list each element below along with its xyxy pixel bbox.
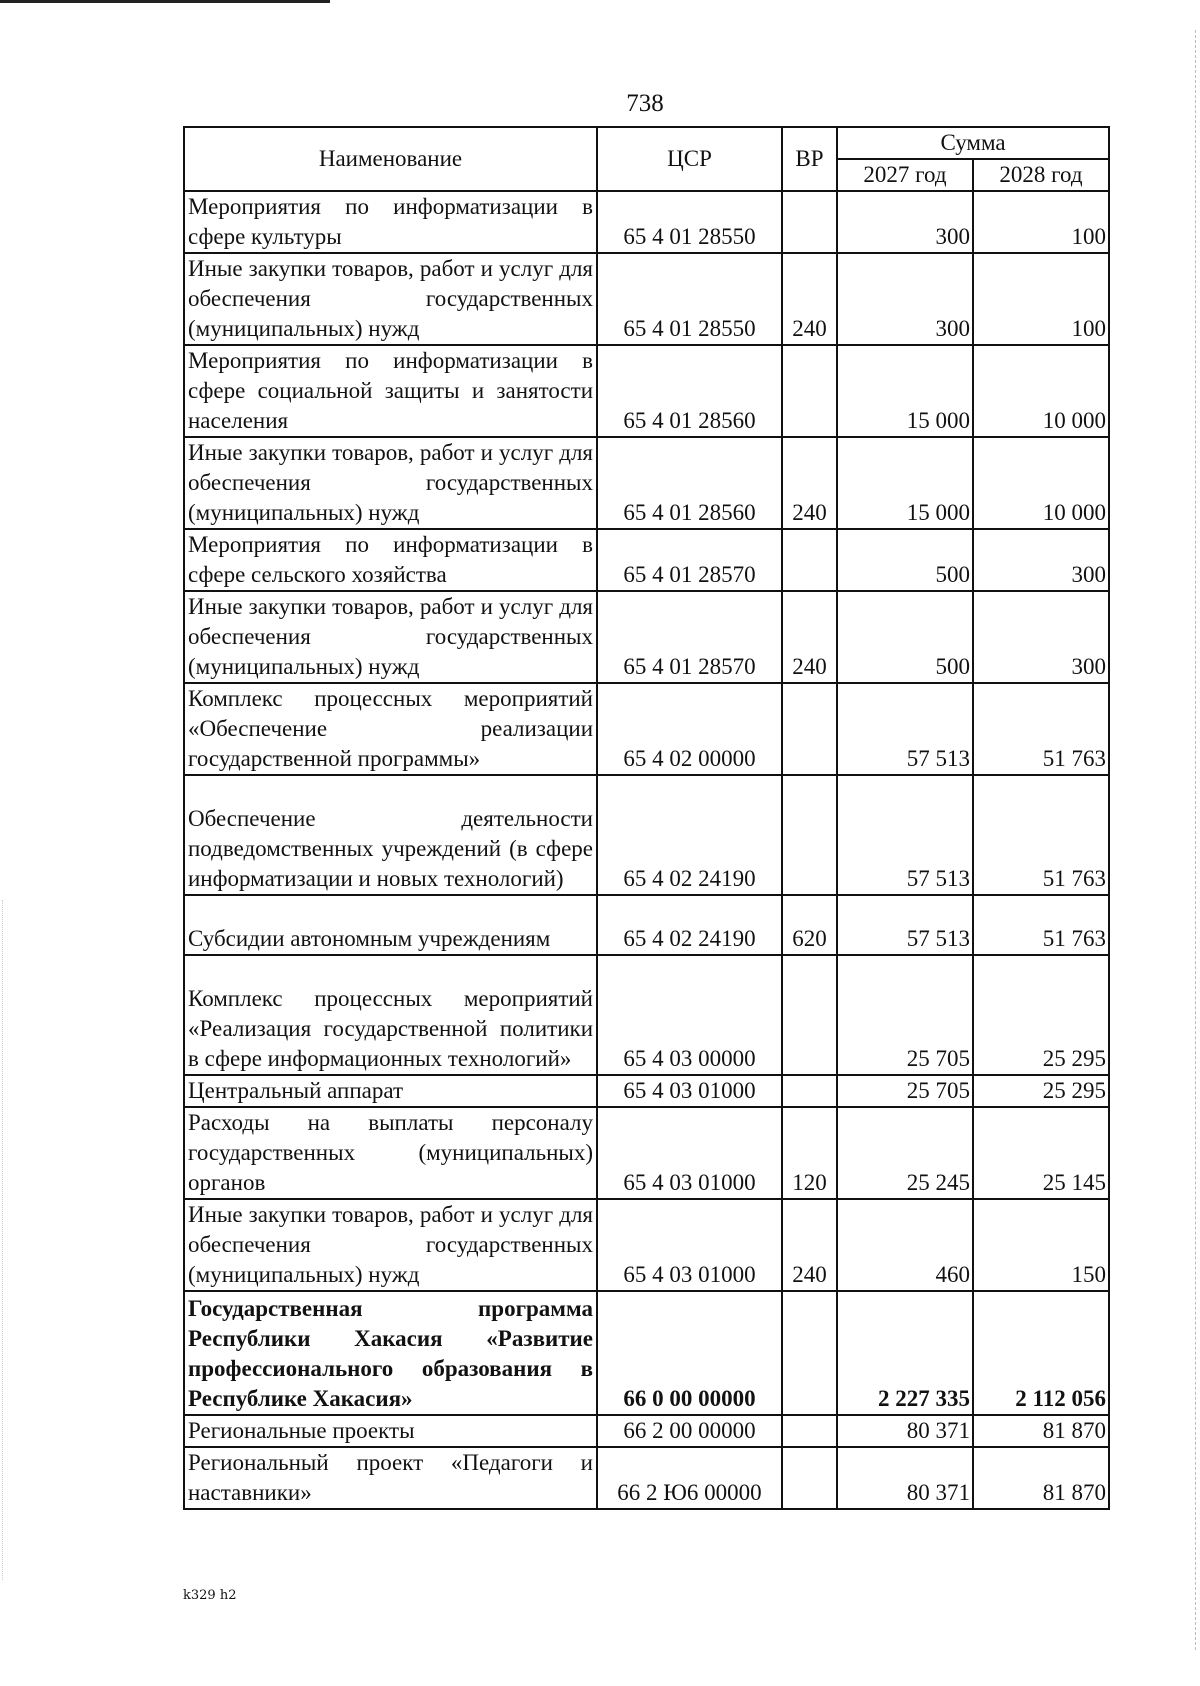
row-vr-cell	[782, 191, 837, 253]
row-vr-cell: 240	[782, 1199, 837, 1291]
row-2027-cell: 57 513	[837, 775, 973, 895]
row-2027-cell: 15 000	[837, 345, 973, 437]
row-vr-cell	[782, 955, 837, 1075]
row-csr-cell: 65 4 01 28570	[597, 529, 782, 591]
row-2028-cell: 51 763	[973, 683, 1109, 775]
table-row	[184, 437, 1109, 529]
row-2027-cell: 300	[837, 191, 973, 253]
row-2027-cell: 500	[837, 591, 973, 683]
header-year-2027: 2027 год	[837, 159, 973, 191]
row-2027-cell: 25 245	[837, 1107, 973, 1199]
header-year-2028: 2028 год	[973, 159, 1109, 191]
row-2027-cell: 500	[837, 529, 973, 591]
row-csr-cell: 66 0 00 00000	[597, 1291, 782, 1415]
row-csr-cell: 65 4 02 24190	[597, 895, 782, 955]
row-name-cell: Мероприятия по информатизации в сфере социальной защиты и занятости населения	[184, 345, 597, 437]
row-2027-cell: 80 371	[837, 1415, 973, 1447]
table-row	[184, 529, 1109, 591]
row-2027-cell: 2 227 335	[837, 1291, 973, 1415]
row-vr-cell	[782, 345, 837, 437]
row-2028-cell: 81 870	[973, 1447, 1109, 1509]
row-csr-cell: 65 4 03 01000	[597, 1075, 782, 1107]
row-2028-cell: 81 870	[973, 1415, 1109, 1447]
page-number: 738	[626, 90, 664, 117]
row-csr-cell: 66 2 Ю6 00000	[597, 1447, 782, 1509]
row-name-cell: Мероприятия по информатизации в сфере сельского хозяйства	[184, 529, 597, 591]
table-body	[184, 191, 1109, 1509]
row-2027-cell: 15 000	[837, 437, 973, 529]
table-row	[184, 775, 1109, 895]
row-name-cell: Расходы на выплаты персоналу государственных (муниципальных) органов	[184, 1107, 597, 1199]
row-name-cell: Обеспечение деятельности подведомственных учреждений (в сфере информатизации и новых технологий)	[184, 775, 597, 895]
row-2028-cell: 25 295	[973, 955, 1109, 1075]
row-2028-cell: 10 000	[973, 345, 1109, 437]
row-name-cell: Иные закупки товаров, работ и услуг для обеспечения государственных (муниципальных) нужд	[184, 437, 597, 529]
row-vr-cell: 240	[782, 591, 837, 683]
table-row	[184, 683, 1109, 775]
row-name-cell: Комплекс процессных мероприятий «Обеспечение реализации государственной программы»	[184, 683, 597, 775]
row-csr-cell: 65 4 03 01000	[597, 1199, 782, 1291]
row-vr-cell	[782, 1291, 837, 1415]
row-name-cell: Мероприятия по информатизации в сфере культуры	[184, 191, 597, 253]
row-name-cell: Государственная программа Республики Хакасия «Развитие профессионального образования в Республике Хакасия»	[184, 1291, 597, 1415]
row-csr-cell: 65 4 02 24190	[597, 775, 782, 895]
row-2027-cell: 460	[837, 1199, 973, 1291]
row-vr-cell	[782, 1075, 837, 1107]
row-2028-cell: 100	[973, 253, 1109, 345]
row-vr-cell: 240	[782, 437, 837, 529]
row-2028-cell: 2 112 056	[973, 1291, 1109, 1415]
row-2028-cell: 300	[973, 591, 1109, 683]
row-vr-cell: 620	[782, 895, 837, 955]
row-2027-cell: 25 705	[837, 1075, 973, 1107]
row-name-cell: Иные закупки товаров, работ и услуг для обеспечения государственных (муниципальных) нужд	[184, 1199, 597, 1291]
row-vr-cell: 120	[782, 1107, 837, 1199]
row-2028-cell: 25 295	[973, 1075, 1109, 1107]
table-row	[184, 1447, 1109, 1509]
row-csr-cell: 66 2 00 00000	[597, 1415, 782, 1447]
table-row	[184, 955, 1109, 1075]
row-csr-cell: 65 4 01 28560	[597, 345, 782, 437]
header-vr: ВР	[782, 127, 837, 191]
budget-table	[183, 126, 1110, 1510]
table-row	[184, 1075, 1109, 1107]
row-vr-cell	[782, 683, 837, 775]
row-2027-cell: 80 371	[837, 1447, 973, 1509]
row-2028-cell: 100	[973, 191, 1109, 253]
footer-code: k329 h2	[183, 1588, 237, 1603]
table-header	[184, 127, 1109, 191]
row-2027-cell: 57 513	[837, 895, 973, 955]
row-name-cell: Иные закупки товаров, работ и услуг для обеспечения государственных (муниципальных) нужд	[184, 253, 597, 345]
row-csr-cell: 65 4 02 00000	[597, 683, 782, 775]
row-vr-cell	[782, 1415, 837, 1447]
row-name-cell: Региональные проекты	[184, 1415, 597, 1447]
header-csr: ЦСР	[597, 127, 782, 191]
row-csr-cell: 65 4 03 01000	[597, 1107, 782, 1199]
table-row	[184, 345, 1109, 437]
table-row	[184, 1415, 1109, 1447]
table-row	[184, 191, 1109, 253]
header-sum: Сумма	[837, 127, 1109, 159]
row-2028-cell: 300	[973, 529, 1109, 591]
row-2027-cell: 300	[837, 253, 973, 345]
table-row	[184, 591, 1109, 683]
table-row	[184, 1199, 1109, 1291]
row-vr-cell	[782, 775, 837, 895]
row-2027-cell: 25 705	[837, 955, 973, 1075]
table-row	[184, 1291, 1109, 1415]
scan-artifact-left-edge	[2, 900, 4, 1580]
header-name: Наименование	[184, 127, 597, 191]
row-2027-cell: 57 513	[837, 683, 973, 775]
row-name-cell: Центральный аппарат	[184, 1075, 597, 1107]
row-csr-cell: 65 4 01 28550	[597, 191, 782, 253]
row-csr-cell: 65 4 01 28570	[597, 591, 782, 683]
row-csr-cell: 65 4 01 28550	[597, 253, 782, 345]
scan-artifact-right-edge	[1194, 30, 1196, 1650]
row-vr-cell	[782, 529, 837, 591]
row-2028-cell: 10 000	[973, 437, 1109, 529]
row-name-cell: Региональный проект «Педагоги и наставники»	[184, 1447, 597, 1509]
row-2028-cell: 51 763	[973, 895, 1109, 955]
row-vr-cell: 240	[782, 253, 837, 345]
scan-artifact-top-line	[0, 0, 330, 3]
row-2028-cell: 51 763	[973, 775, 1109, 895]
table-row	[184, 895, 1109, 955]
row-2028-cell: 150	[973, 1199, 1109, 1291]
row-name-cell: Иные закупки товаров, работ и услуг для обеспечения государственных (муниципальных) нужд	[184, 591, 597, 683]
table-row	[184, 1107, 1109, 1199]
row-2028-cell: 25 145	[973, 1107, 1109, 1199]
table-row	[184, 253, 1109, 345]
row-name-cell: Субсидии автономным учреждениям	[184, 895, 597, 955]
row-vr-cell	[782, 1447, 837, 1509]
row-csr-cell: 65 4 03 00000	[597, 955, 782, 1075]
row-csr-cell: 65 4 01 28560	[597, 437, 782, 529]
row-name-cell: Комплекс процессных мероприятий «Реализация государственной политики в сфере информационных технологий»	[184, 955, 597, 1075]
